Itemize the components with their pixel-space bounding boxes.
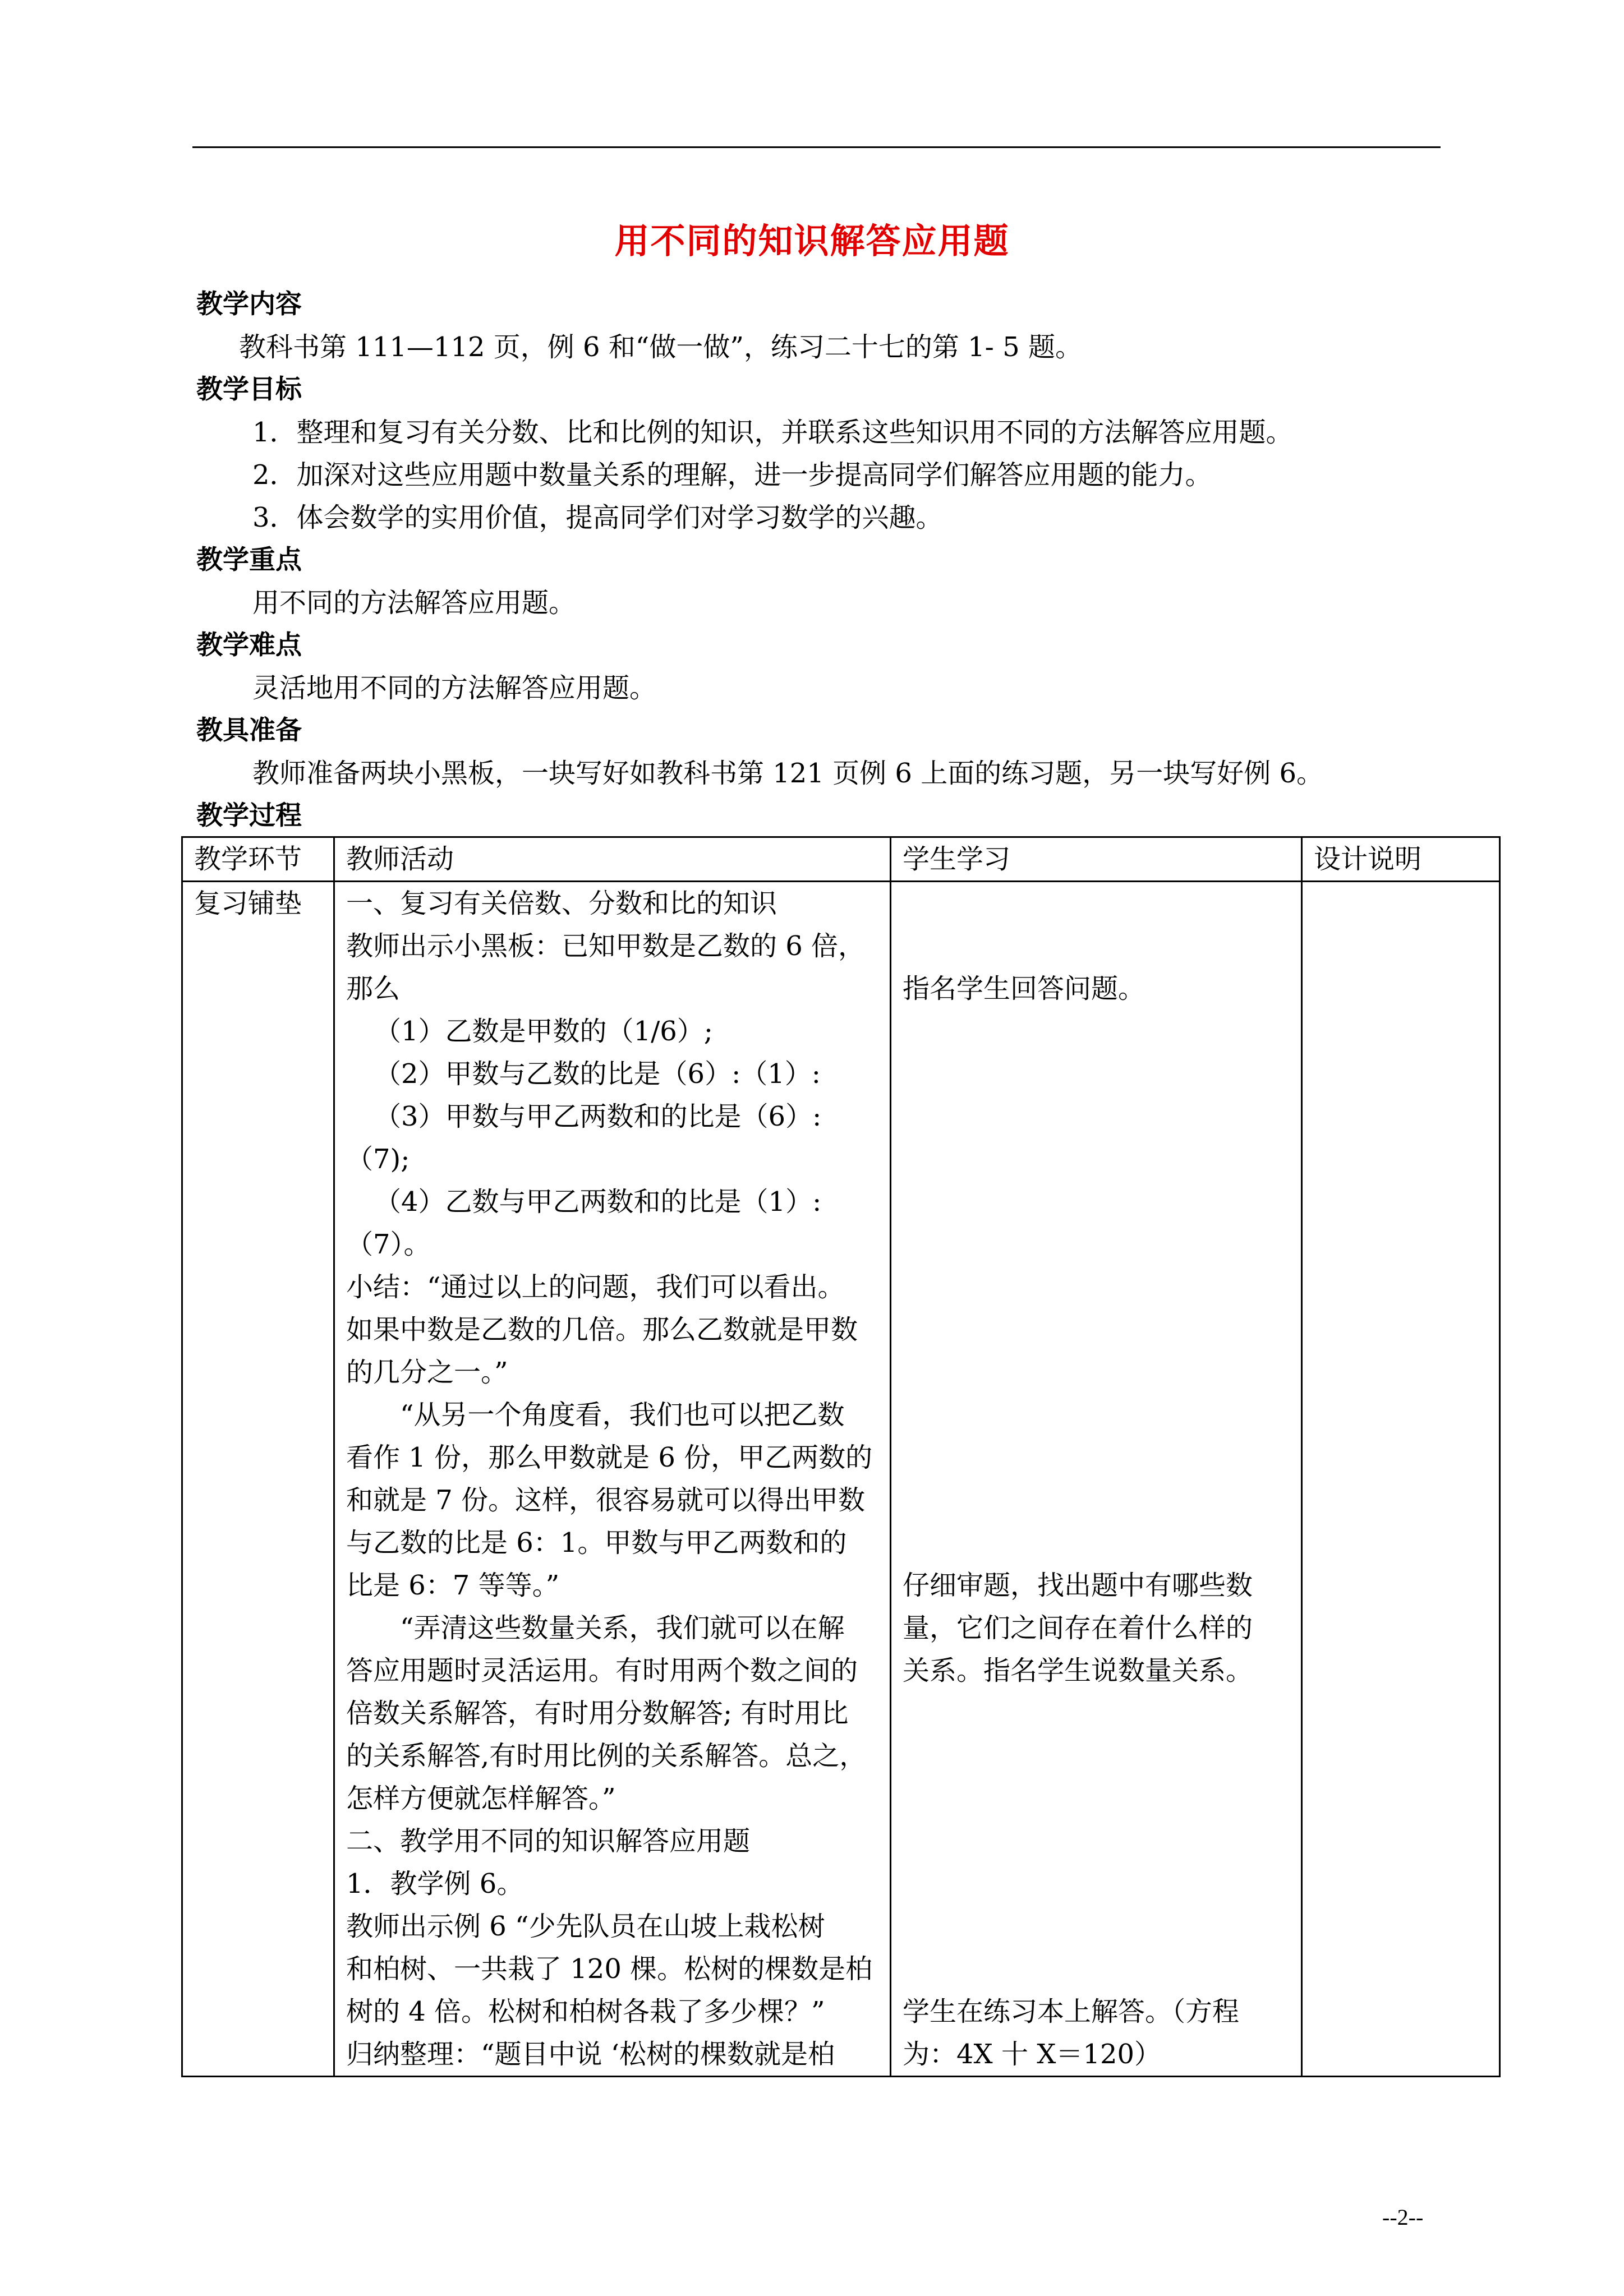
teacher-line: （7）。 (346, 1229, 431, 1260)
process-heading: 教学过程 (196, 800, 302, 831)
teacher-line: （2）甲数与乙数的比是（6）:（1）: (374, 1058, 821, 1090)
teacher-line: 那么 (346, 973, 401, 1004)
student-note: 为：4X 十 X＝120） (903, 2039, 1162, 2070)
header-student: 学生学习 (891, 837, 1302, 882)
difficulty-text: 灵活地用不同的方法解答应用题。 (252, 672, 657, 704)
teacher-line: 与乙数的比是 6：1。甲数与甲乙两数和的 (346, 1527, 847, 1559)
student-note: 关系。指名学生说数量关系。 (903, 1655, 1253, 1686)
header-teacher: 教师活动 (334, 837, 891, 882)
teacher-line: 答应用题时灵活运用。有时用两个数之间的 (346, 1655, 858, 1686)
teacher-line: 比是 6：7 等等。” (346, 1570, 560, 1601)
teacher-line: 和就是 7 份。这样，很容易就可以得出甲数 (346, 1484, 866, 1516)
goals-heading: 教学目标 (196, 374, 302, 405)
teacher-line: 怎样方便就怎样解答。” (346, 1783, 616, 1814)
design-cell (1302, 882, 1500, 2077)
content-heading: 教学内容 (196, 289, 302, 320)
teacher-line: 的几分之一。” (346, 1357, 508, 1388)
student-note: 量，它们之间存在着什么样的 (903, 1612, 1253, 1644)
key-text: 用不同的方法解答应用题。 (252, 587, 576, 619)
teacher-line: 倍数关系解答，有时用分数解答; 有时用比 (346, 1698, 849, 1729)
teacher-cell (334, 882, 891, 2077)
teacher-line: 教师出示小黑板：已知甲数是乙数的 6 倍， (346, 930, 866, 962)
header-stage: 教学环节 (182, 837, 334, 882)
teacher-line: 看作 1 份，那么甲数就是 6 份，甲乙两数的 (346, 1442, 873, 1473)
teacher-line: （4）乙数与甲乙两数和的比是（1）: (374, 1186, 822, 1218)
student-note: 仔细审题，找出题中有哪些数 (903, 1570, 1253, 1601)
student-cell (891, 882, 1302, 2077)
stage-cell: 复习铺垫 (182, 882, 334, 2077)
teacher-line: 教师出示例 6 “少先队员在山坡上栽松树 (346, 1911, 825, 1942)
student-note: 指名学生回答问题。 (903, 973, 1145, 1004)
teacher-line: 归纳整理：“题目中说 ‘松树的棵数就是柏 (346, 2039, 835, 2070)
teacher-line: 二、教学用不同的知识解答应用题 (346, 1825, 751, 1857)
goal-item: 2．加深对这些应用题中数量关系的理解，进一步提高同学们解答应用题的能力。 (252, 459, 1212, 491)
content-text: 教科书第 111—112 页，例 6 和“做一做”，练习二十七的第 1- 5 题。 (239, 331, 1082, 363)
teacher-line: 和柏树、一共栽了 120 棵。松树的棵数是柏 (346, 1953, 873, 1985)
teacher-line: 小结：“通过以上的问题，我们可以看出。 (346, 1271, 845, 1303)
goal-item: 1．整理和复习有关分数、比和比例的知识，并联系这些知识用不同的方法解答应用题。 (252, 417, 1293, 448)
student-note: 学生在练习本上解答。（方程 (903, 1996, 1240, 2027)
header-rule (192, 146, 1441, 148)
teacher-line: 树的 4 倍。松树和柏树各栽了多少棵？” (346, 1996, 825, 2027)
content-section (196, 283, 1323, 837)
table-row (182, 882, 1500, 2077)
teacher-line: （7); (346, 1144, 410, 1175)
tools-text: 教师准备两块小黑板，一块写好如教科书第 121 页例 6 上面的练习题，另一块写好例 6。 (252, 758, 1323, 789)
page-number: --2-- (1382, 2205, 1424, 2230)
teacher-line: “从另一个角度看，我们也可以把乙数 (400, 1399, 845, 1431)
table-header-row (182, 837, 1500, 882)
teacher-line: 一、复习有关倍数、分数和比的知识 (346, 888, 778, 919)
teacher-line: （1）乙数是甲数的（1/6）; (374, 1016, 713, 1047)
difficulty-heading: 教学难点 (196, 630, 302, 661)
tools-heading: 教具准备 (196, 715, 302, 746)
header-design: 设计说明 (1302, 837, 1500, 882)
teacher-line: （3）甲数与甲乙两数和的比是（6）: (374, 1101, 822, 1132)
teacher-line: 如果中数是乙数的几倍。那么乙数就是甲数 (346, 1314, 858, 1345)
teacher-line: 1．教学例 6。 (346, 1868, 524, 1899)
teacher-line: 的关系解答,有时用比例的关系解答。总之， (346, 1740, 867, 1772)
goal-item: 3．体会数学的实用价值，提高同学们对学习数学的兴趣。 (252, 502, 943, 533)
key-heading: 教学重点 (196, 545, 302, 575)
page-title: 用不同的知识解答应用题 (614, 220, 1010, 261)
teacher-line: “弄清这些数量关系，我们就可以在解 (400, 1612, 845, 1644)
lesson-table (181, 836, 1501, 2077)
